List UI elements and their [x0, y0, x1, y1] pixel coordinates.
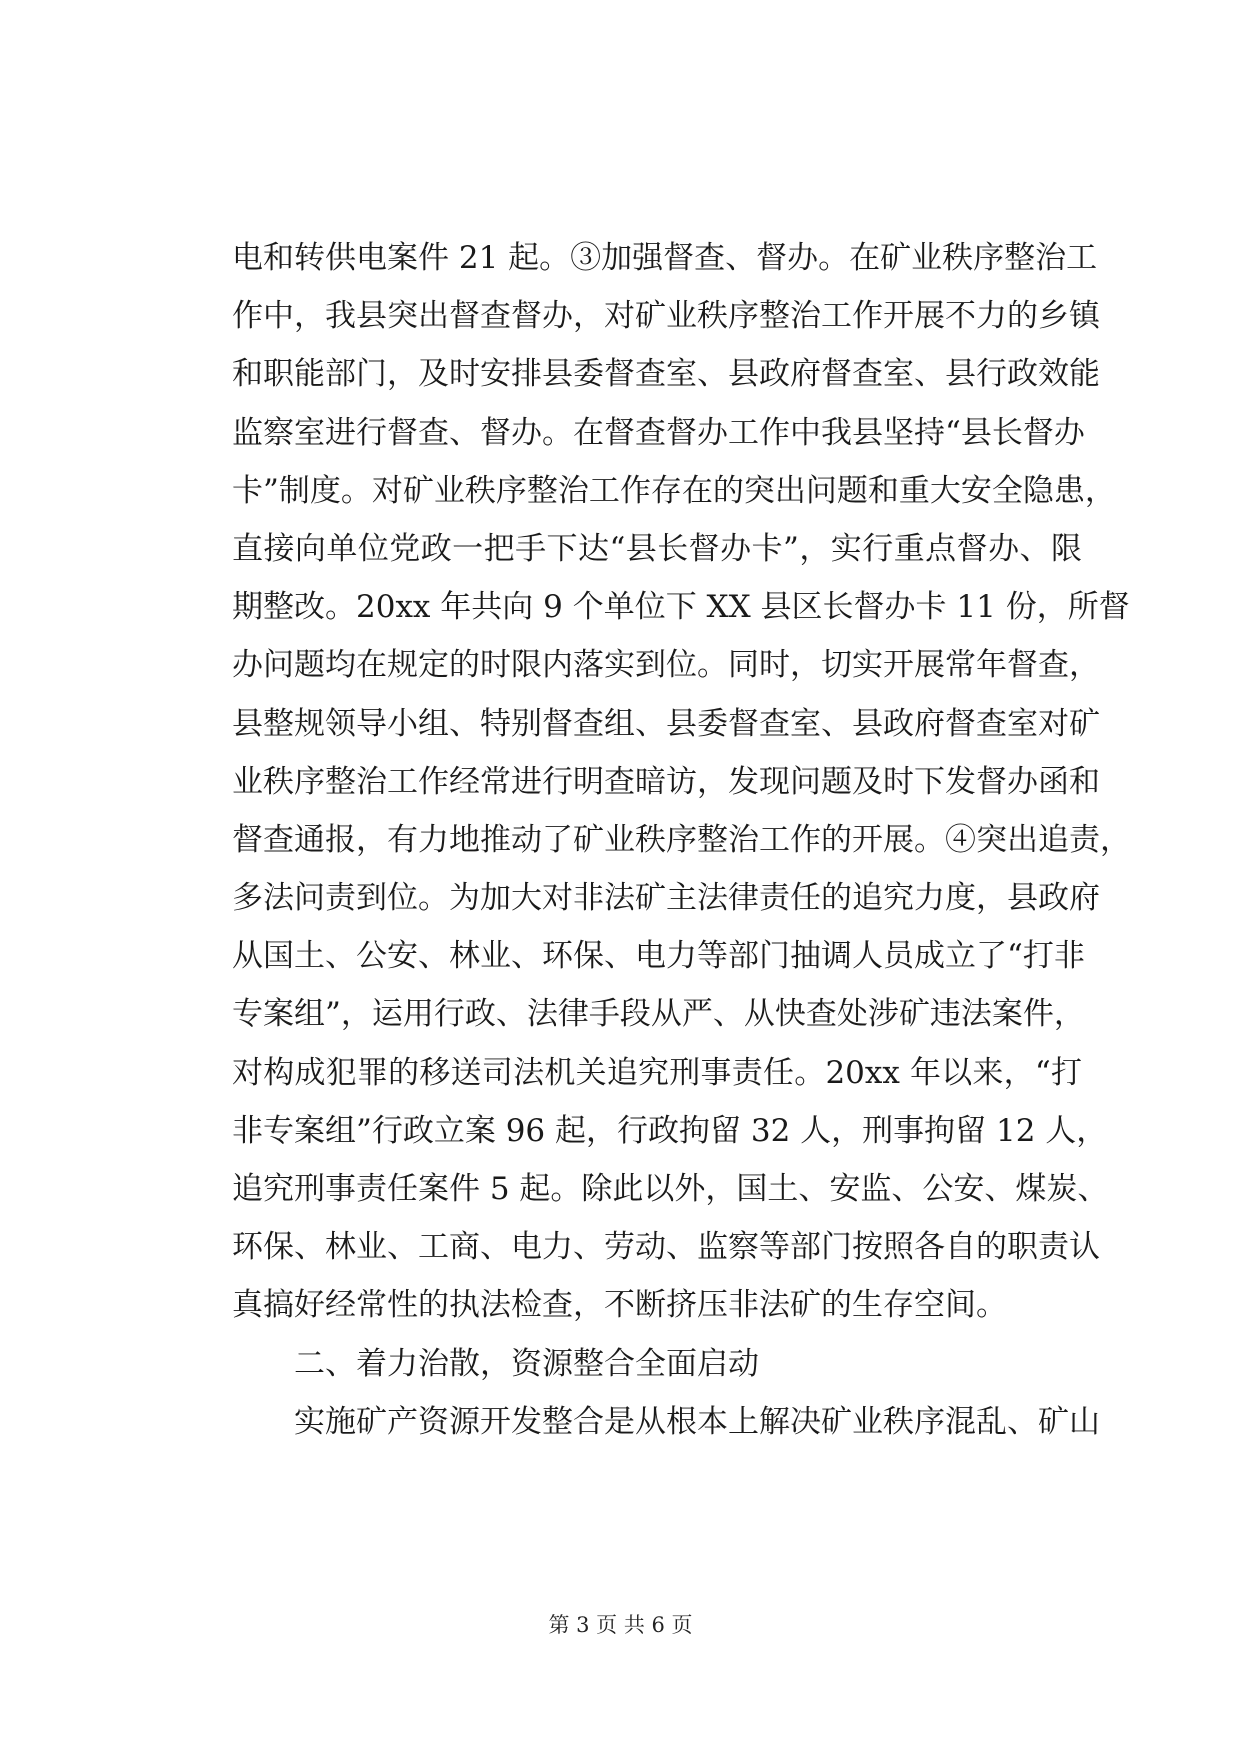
text-line: 追究刑事责任案件 5 起。除此以外，国土、安监、公安、煤炭、: [232, 1171, 1109, 1207]
text-line: 卡”制度。对矿业秩序整治工作存在的突出问题和重大安全隐患，: [232, 472, 1116, 509]
text-line: 县整规领导小组、特别督查组、县委督查室、县政府督查室对矿: [232, 705, 1100, 742]
text-line: 多法问责到位。为加大对非法矿主法律责任的追究力度，县政府: [232, 880, 1100, 917]
text-line: 非专案组”行政立案 96 起，行政拘留 32 人，刑事拘留 12 人，: [232, 1112, 1108, 1149]
page-footer: 第 3 页 共 6 页: [548, 1613, 693, 1637]
text-line: 环保、林业、工商、电力、劳动、监察等部门按照各自的职责认: [232, 1229, 1100, 1266]
section-heading: 二、着力治散，资源整合全面启动: [294, 1345, 759, 1382]
text-line: 从国土、公安、林业、环保、电力等部门抽调人员成立了“打非: [232, 938, 1085, 975]
text-line: 真搞好经常性的执法检查，不断挤压非法矿的生存空间。: [232, 1287, 1007, 1324]
text-line: 电和转供电案件 21 起。③加强督查、督办。在矿业秩序整治工: [232, 240, 1098, 276]
text-line: 监察室进行督查、督办。在督查督办工作中我县坚持“县长督办: [232, 414, 1085, 451]
text-line: 和职能部门，及时安排县委督查室、县政府督查室、县行政效能: [232, 356, 1100, 393]
text-line: 期整改。20xx 年共向 9 个单位下 XX 县区长督办卡 11 份，所督: [232, 589, 1130, 626]
text-line: 业秩序整治工作经常进行明查暗访，发现问题及时下发督办函和: [232, 763, 1100, 800]
text-line: 办问题均在规定的时限内落实到位。同时，切实开展常年督查，: [232, 647, 1100, 684]
text-line: 直接向单位党政一把手下达“县长督办卡”，实行重点督办、限: [232, 530, 1082, 567]
text-line: 实施矿产资源开发整合是从根本上解决矿业秩序混乱、矿山: [294, 1403, 1100, 1440]
text-line: 对构成犯罪的移送司法机关追究刑事责任。20xx 年以来，“打: [232, 1054, 1082, 1091]
text-line: 督查通报，有力地推动了矿业秩序整治工作的开展。④突出追责，: [232, 821, 1131, 858]
text-line: 作中，我县突出督查督办，对矿业秩序整治工作开展不力的乡镇: [232, 298, 1100, 335]
body-text: [232, 229, 1131, 1451]
text-line: 专案组”，运用行政、法律手段从严、从快查处涉矿违法案件，: [232, 996, 1085, 1033]
